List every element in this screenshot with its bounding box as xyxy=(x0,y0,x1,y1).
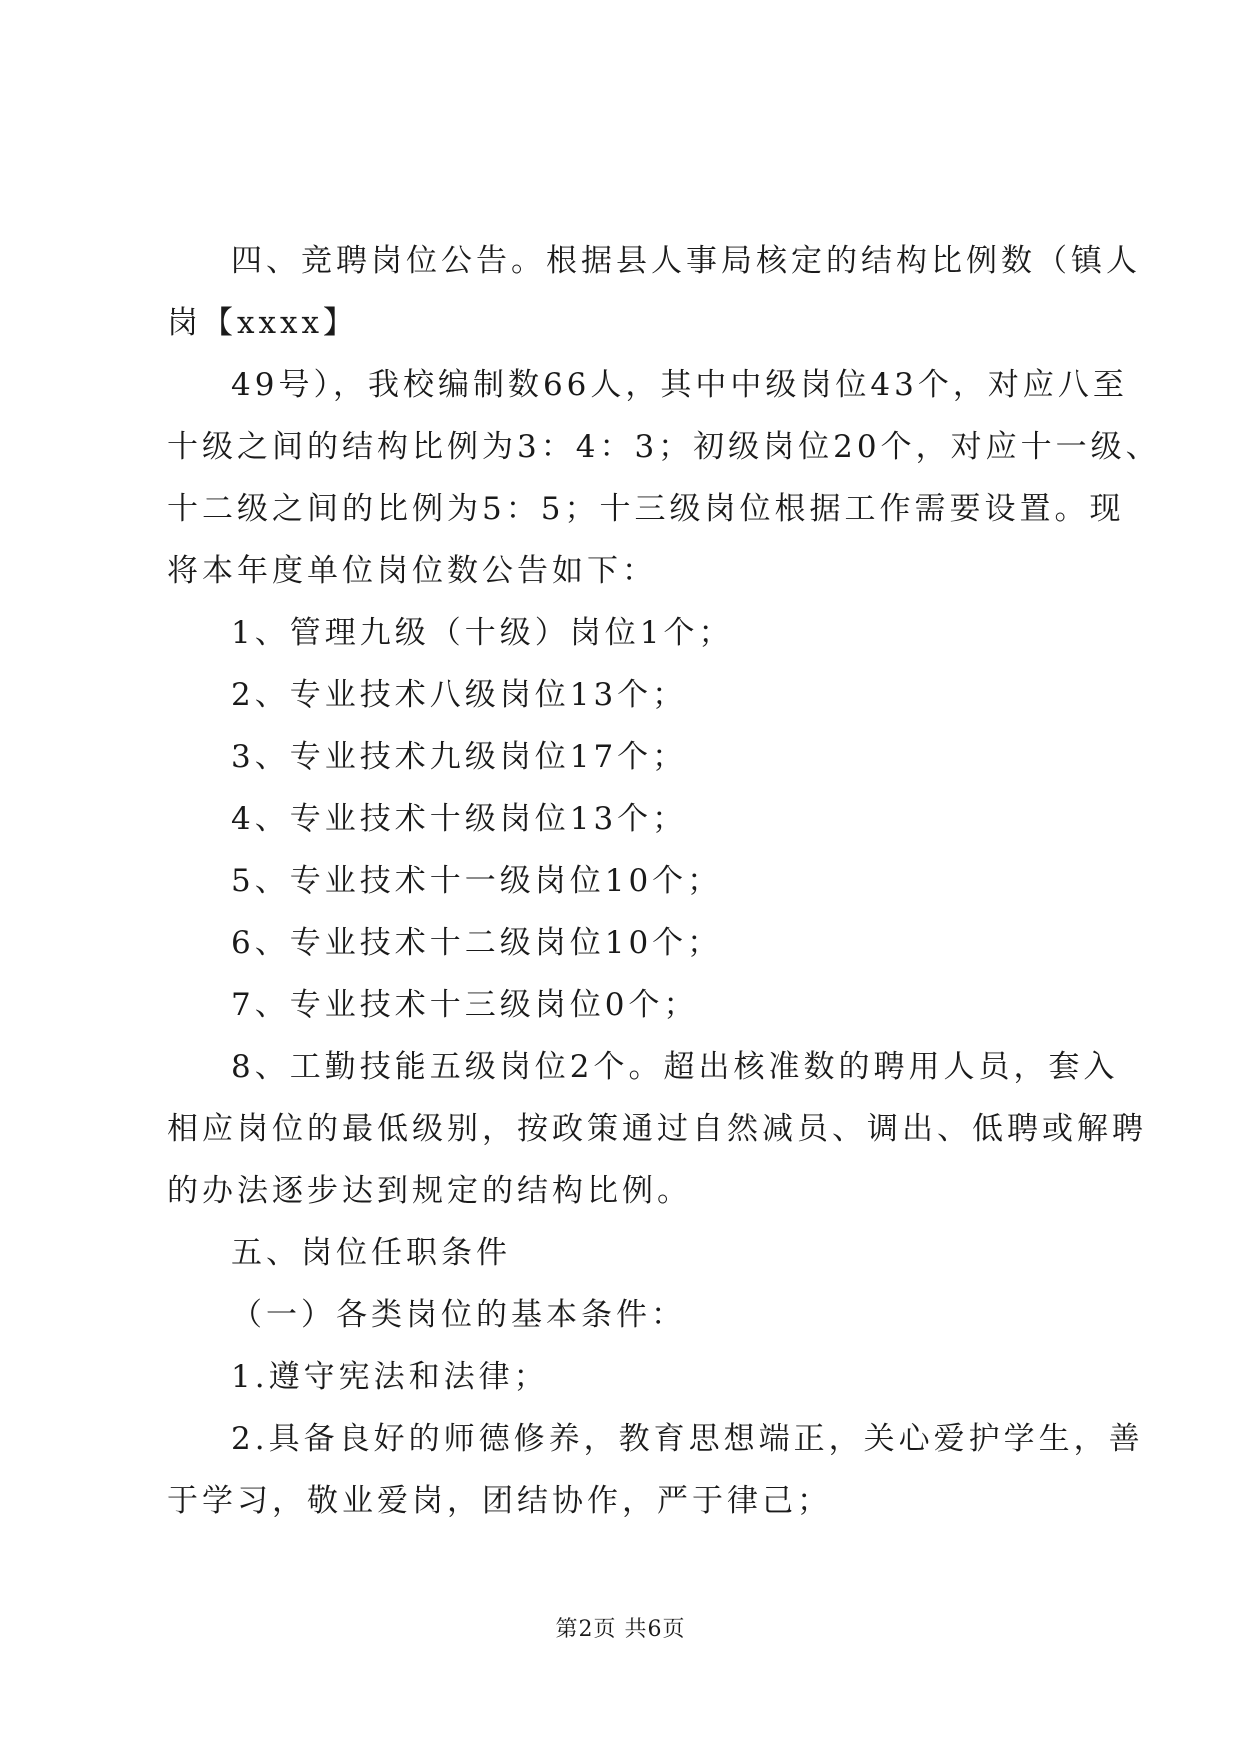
text-line: 将本年度单位岗位数公告如下： xyxy=(167,553,657,589)
list-item: 2.具备良好的师德修养，教育思想端正，关心爱护学生，善 xyxy=(231,1421,1144,1457)
list-item: 1.遵守宪法和法律； xyxy=(231,1359,549,1395)
text-line: 的办法逐步达到规定的结构比例。 xyxy=(167,1173,692,1209)
list-item: 8、工勤技能五级岗位2个。超出核准数的聘用人员，套入 xyxy=(231,1049,1119,1085)
list-item: 3、专业技术九级岗位17个； xyxy=(231,739,688,775)
list-item: 2、专业技术八级岗位13个； xyxy=(231,677,688,713)
subsection-heading: （一）各类岗位的基本条件： xyxy=(231,1297,686,1333)
text-line: 十二级之间的比例为5：5；十三级岗位根据工作需要设置。现 xyxy=(167,491,1125,527)
text-line: 十级之间的结构比例为3：4：3；初级岗位20个，对应十一级、 xyxy=(167,429,1161,465)
text-line: 49号），我校编制数66人，其中中级岗位43个，对应八至 xyxy=(231,367,1128,403)
list-item: 4、专业技术十级岗位13个； xyxy=(231,801,688,837)
list-item: 7、专业技术十三级岗位0个； xyxy=(231,987,699,1023)
document-body xyxy=(167,230,1161,1532)
page-number-footer: 第2页 共6页 xyxy=(555,1617,686,1642)
text-line: 四、竞聘岗位公告。根据县人事局核定的结构比例数（镇人 xyxy=(231,243,1141,279)
list-item: 5、专业技术十一级岗位10个； xyxy=(231,863,723,899)
text-line: 于学习，敬业爱岗，团结协作，严于律己； xyxy=(167,1483,832,1519)
text-line: 相应岗位的最低级别，按政策通过自然减员、调出、低聘或解聘 xyxy=(167,1111,1147,1147)
text-line: 岗【xxxx】 xyxy=(167,305,358,341)
list-item: 6、专业技术十二级岗位10个； xyxy=(231,925,723,961)
section-heading: 五、岗位任职条件 xyxy=(231,1235,511,1271)
list-item: 1、管理九级（十级）岗位1个； xyxy=(231,615,734,651)
